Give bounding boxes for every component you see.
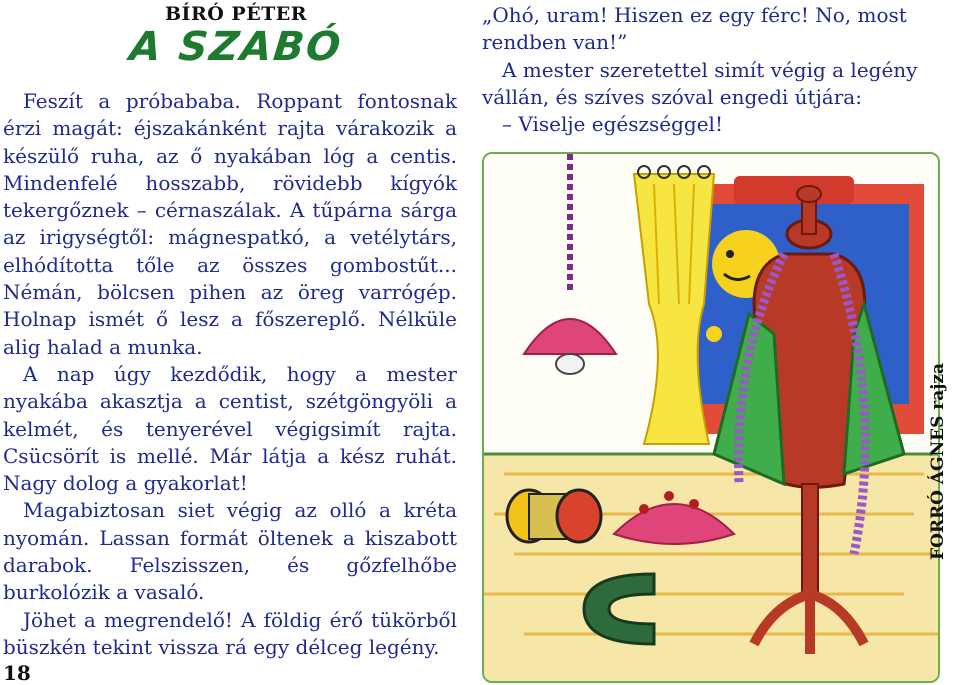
- paragraph-2: A nap úgy kezdődik, hogy a mester nyakába akasztja a centist, szétgöngyöli a kelmét, és tenyerével végigsimít rajta. Csücsörít is mellé. Már látja a kész ruhát. Nagy dolog a gyakorlat!: [3, 361, 457, 496]
- paragraph-1: Feszít a próbababa. Roppant fontosnak érzi magát: éjszakánként rajta várakozik a készülő ruha, az ő nyakában lóg a centis. Mindenfelé hosszabb, rövidebb kígyók tekergőznek – cérnaszálak. A tűpárna sárga az irigységtől: mágnespatkó, a vetélytárs, elhódította tőle az összes gombostűt... Némán, bölcsen pihen az öreg varrógép. Holnap ismét ő lesz a főszereplő. Nélküle alig halad a munka.: [3, 89, 457, 359]
- paragraph-4: Jöhet a megrendelő! A földig érő tükörből büszkén tekint vissza rá egy délceg legény.: [3, 607, 457, 659]
- illustration-drawing: [484, 154, 938, 681]
- paragraph-3: Magabiztosan siet végig az olló a kréta nyomán. Lassan formát öltenek a kiszabott darabok. Felszisszen, és gőzfelhőbe burkolózik a vasaló.: [3, 498, 457, 605]
- stand-pole: [802, 484, 818, 594]
- star: [706, 326, 722, 342]
- tailor-illustration: [482, 152, 940, 683]
- paragraph-6: A mester szeretettel simít végig a legény vállán, és szíves szóval engedi útjára:: [482, 57, 918, 109]
- left-text-column: [3, 88, 457, 661]
- curtain-rod: [734, 176, 854, 204]
- page-number: 18: [3, 661, 31, 685]
- paragraph-5: „Ohó, uram! Hiszen ez egy férc! No, most rendben van!”: [482, 3, 907, 55]
- right-text-column: [482, 2, 942, 138]
- author-name: BÍRÓ PÉTER: [165, 3, 308, 25]
- illustration-credit: FORRÓ ÁGNES rajza: [928, 362, 948, 560]
- story-title: A SZABÓ: [127, 24, 345, 70]
- paragraph-7: – Viselje egészséggel!: [502, 112, 723, 137]
- lamp-bulb: [556, 354, 584, 374]
- floor: [484, 454, 938, 681]
